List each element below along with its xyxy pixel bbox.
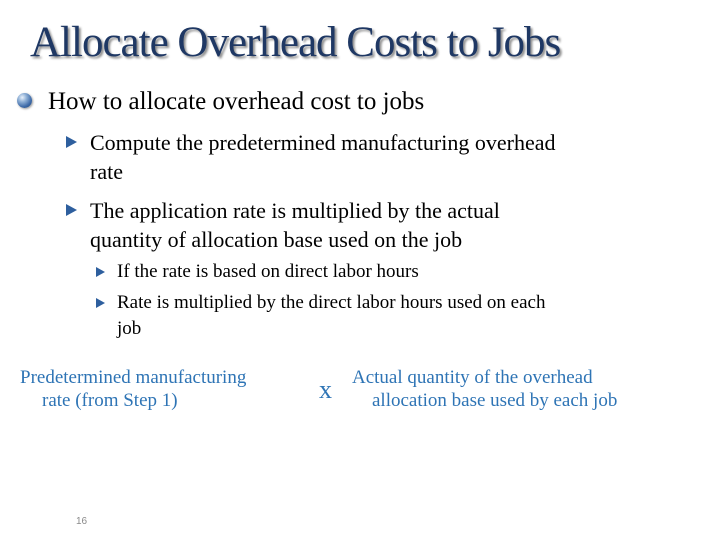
bullet-level2-a-line2: rate (90, 159, 123, 184)
triangle-bullet-icon (96, 267, 105, 277)
formula-operator: x (319, 375, 332, 404)
slide-title: Allocate Overhead Costs to Jobs (30, 19, 561, 66)
bullet-level3-b-line2: job (117, 318, 142, 339)
bullet-level1-text: How to allocate overhead cost to jobs (48, 88, 425, 115)
bullet-level3-b-line1: Rate is multiplied by the direct labor hours used on each (117, 292, 546, 313)
triangle-bullet-icon (66, 136, 77, 148)
bullet-level2-b-line2: quantity of allocation base used on the job (90, 227, 463, 252)
orb-bullet-icon (17, 93, 32, 108)
bullet-level3-a-text: If the rate is based on direct labor hours (117, 261, 419, 282)
formula-right-line1: Actual quantity of the overhead (352, 367, 593, 388)
bullet-level2-a-line1: Compute the predetermined manufacturing overhead (90, 130, 556, 155)
formula-left-line1: Predetermined manufacturing (20, 367, 247, 388)
triangle-bullet-icon (96, 298, 105, 308)
bullet-level2-b-line1: The application rate is multiplied by the actual (90, 198, 500, 223)
triangle-bullet-icon (66, 204, 77, 216)
page-number: 16 (76, 516, 88, 527)
formula-left-line2: rate (from Step 1) (42, 390, 178, 411)
formula-right-line2: allocation base used by each job (372, 390, 618, 411)
